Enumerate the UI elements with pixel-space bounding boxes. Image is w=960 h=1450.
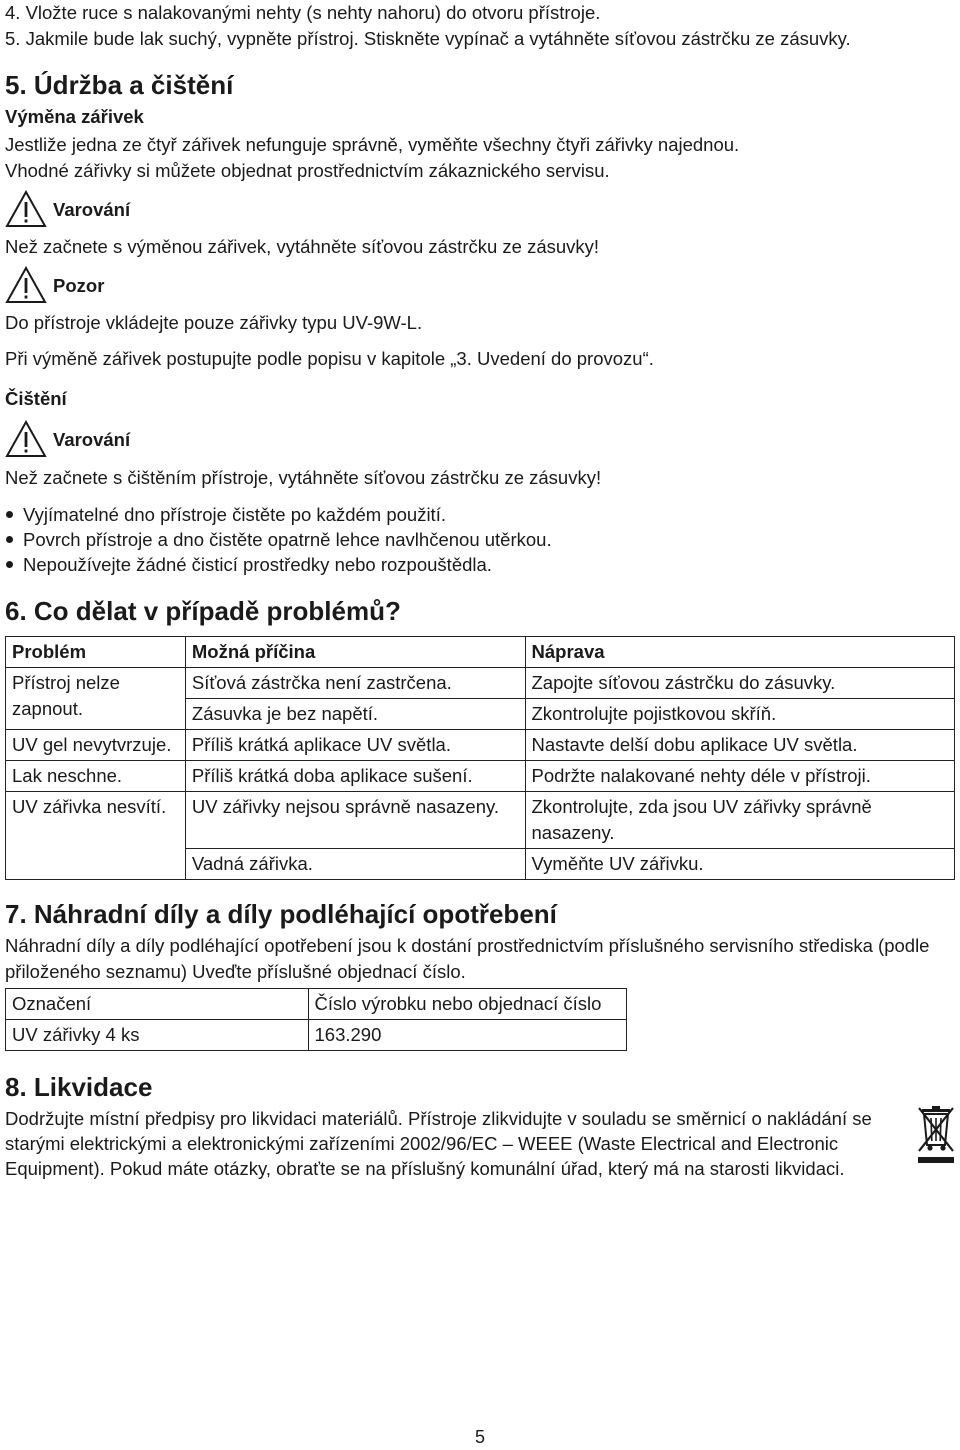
list-item: Vyjímatelné dno přístroje čistěte po každém použití. (5, 502, 552, 527)
caution-text-2: Při výměně zářivek postupujte podle popisu v kapitole „3. Uvedení do provozu“. (5, 348, 654, 369)
cell-fix: Zkontrolujte, zda jsou UV zářivky správně nasazeny. (525, 792, 955, 849)
warning-2 (5, 420, 130, 458)
warning-2-text: Než začnete s čištěním přístroje, vytáhněte síťovou zástrčku ze zásuvky! (5, 467, 602, 488)
table-row (6, 1020, 627, 1051)
caution-text-1: Do přístroje vkládejte pouze zářivky typu UV-9W-L. (5, 312, 423, 333)
cell-cause: Zásuvka je bez napětí. (185, 699, 525, 730)
cell-problem: Přístroj nelze zapnout. (6, 668, 186, 730)
cell-cause: Příliš krátká doba aplikace sušení. (185, 761, 525, 792)
table-row (6, 730, 955, 761)
table-row (6, 761, 955, 792)
section-7-title: 7. Náhradní díly a díly podléhající opotřebení (5, 899, 557, 929)
cell-fix: Vyměňte UV zářivku. (525, 849, 955, 880)
list-item: Povrch přístroje a dno čistěte opatrně lehce navlhčenou utěrkou. (5, 527, 552, 552)
replace-text-2: Vhodné zářivky si můžete objednat prostřednictvím zákaznického servisu. (5, 160, 610, 181)
caution-label: Pozor (53, 274, 105, 296)
cell-fix: Zapojte síťovou zástrčku do zásuvky. (525, 668, 955, 699)
cell-cause: Vadná zářivka. (185, 849, 525, 880)
section-8-title: 8. Likvidace (5, 1072, 153, 1102)
header-cause: Možná příčina (185, 637, 525, 668)
cell-problem: Lak neschne. (6, 761, 186, 792)
caution-triangle-icon (5, 266, 47, 304)
replace-title: Výměna zářivek (5, 106, 144, 127)
warning-1-label: Varování (53, 198, 131, 220)
caution (5, 266, 104, 304)
replace-text-1: Jestliže jedna ze čtyř zářivek nefunguje správně, vyměňte všechny čtyři zářivky najednou. (5, 134, 740, 155)
header-order-number: Číslo výrobku nebo objednací číslo (308, 989, 626, 1020)
cell-cause: Příliš krátká aplikace UV světla. (185, 730, 525, 761)
page-number: 5 (474, 1427, 485, 1447)
table-row (6, 792, 955, 849)
warning-2-label: Varování (53, 428, 131, 450)
cell-fix: Zkontrolujte pojistkovou skříň. (525, 699, 955, 730)
weee-crossed-bin-icon (916, 1105, 956, 1165)
warning-triangle-icon (5, 420, 47, 458)
parts-table (5, 988, 627, 1051)
cell-fix: Nastavte delší dobu aplikace UV světla. (525, 730, 955, 761)
table-header-row (6, 989, 627, 1020)
section-5-title: 5. Údržba a čištění (5, 70, 234, 100)
cell-fix: Podržte nalakované nehty déle v přístroji. (525, 761, 955, 792)
warning-1-text: Než začnete s výměnou zářivek, vytáhněte síťovou zástrčku ze zásuvky! (5, 236, 600, 257)
step-4: 4. Vložte ruce s nalakovanými nehty (s nehty nahoru) do otvoru přístroje. (5, 2, 601, 23)
section-8-text: Dodržujte místní předpisy pro likvidaci materiálů. Přístroje zlikvidujte v souladu se směrnicí o nakládání se starými elektrickými a elektronickými zařízeními 2002/96/EC – WEEE (Waste Electrical and Electronic Equipment). Pokud máte otázky, obraťte se na příslušný komunální úřad, který má na starosti likvidaci. (5, 1108, 872, 1179)
warning-triangle-icon (5, 190, 47, 228)
warning-1 (5, 190, 130, 228)
clean-title: Čištění (5, 388, 67, 409)
list-item: Nepoužívejte žádné čisticí prostředky nebo rozpouštědla. (5, 552, 552, 577)
step-5: 5. Jakmile bude lak suchý, vypněte přístroj. Stiskněte vypínač a vytáhněte síťovou zástrčku ze zásuvky. (5, 28, 851, 49)
cell-problem: UV zářivka nesvítí. (6, 792, 186, 880)
cell-cause: Síťová zástrčka není zastrčena. (185, 668, 525, 699)
cell-cause: UV zářivky nejsou správně nasazeny. (185, 792, 525, 849)
cleaning-bullets (5, 502, 552, 577)
header-problem: Problém (6, 637, 186, 668)
cell-problem: UV gel nevytvrzuje. (6, 730, 186, 761)
troubleshooting-table (5, 636, 955, 880)
header-fix: Náprava (525, 637, 955, 668)
section-6-title: 6. Co dělat v případě problémů? (5, 596, 401, 626)
table-header-row (6, 637, 955, 668)
cell-part: UV zářivky 4 ks (6, 1020, 309, 1051)
section-7-text: Náhradní díly a díly podléhající opotřebení jsou k dostání prostřednictvím příslušného servisního střediska (podle přiloženého seznamu) Uveďte příslušné objednací číslo. (5, 935, 930, 982)
header-designation: Označení (6, 989, 309, 1020)
cell-order-number: 163.290 (308, 1020, 626, 1051)
table-row (6, 668, 955, 699)
